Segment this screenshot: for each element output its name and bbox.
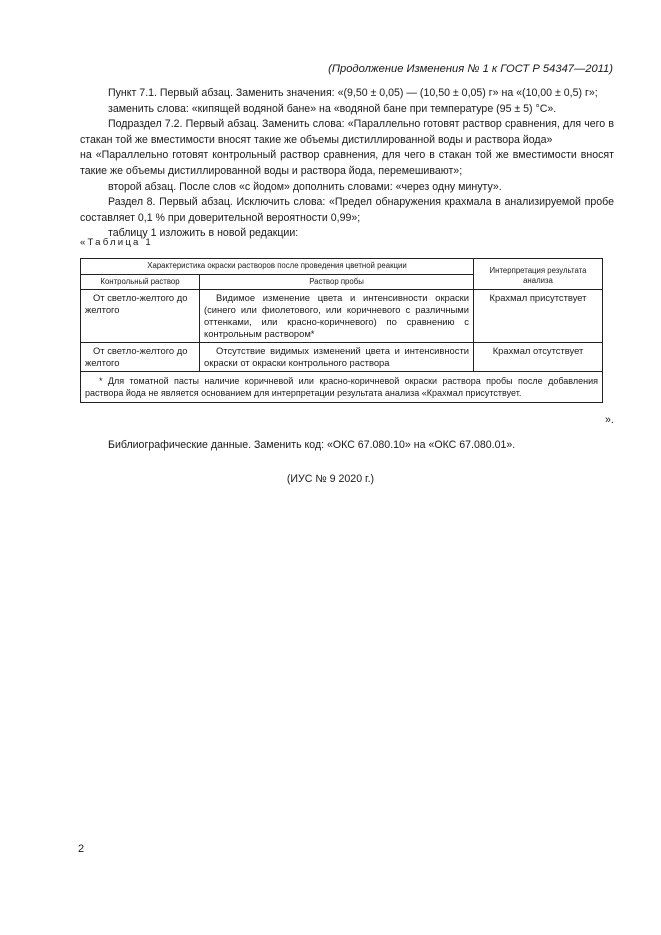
starch-table: [80, 258, 603, 403]
cell-sample: Отсутствие видимых изменений цвета и интенсивности окраски от окраски контрольного раствора: [200, 343, 474, 372]
header-sample-solution: Раствор пробы: [200, 274, 474, 290]
cell-control: От светло-желтого до желтого: [81, 343, 200, 372]
cell-result: Крахмал отсутствует: [474, 343, 603, 372]
page-header: (Продолжение Изменения № 1 к ГОСТ Р 54347—2011): [328, 63, 613, 75]
table-footnote-row: [81, 372, 603, 403]
paragraph: на «Параллельно готовят контрольный раствор сравнения, для чего в стакан той же вместимости вносят такие же объемы дистиллированной воды и раствора йода, перемешивают»;: [80, 149, 614, 177]
paragraph: Пункт 7.1. Первый абзац. Заменить значения: «(9,50 ± 0,05) — (10,50 ± 0,05) г» на «(10,00 ± 0,5) г»;: [108, 87, 598, 99]
paragraph: заменить слова: «кипящей водяной бане» на «водяной бане при температуре (95 ± 5) °С».: [108, 102, 557, 115]
table-row: [81, 290, 603, 343]
bibliographic-data: Библиографические данные. Заменить код: «ОКС 67.080.10» на «ОКС 67.080.01».: [108, 439, 516, 451]
table-footnote: * Для томатной пасты наличие коричневой или красно-коричневой окраски раствора пробы после добавления раствора йода не является основанием для интерпретации результата анализа «Крахмал присутствует.: [81, 372, 603, 403]
amendment-text: [80, 86, 614, 242]
paragraph: таблицу 1 изложить в новой редакции:: [108, 227, 299, 240]
header-control-solution: Контрольный раствор: [81, 274, 200, 290]
ius-reference: (ИУС № 9 2020 г.): [286, 473, 375, 485]
page-number: 2: [78, 843, 85, 855]
cell-sample: Видимое изменение цвета и интенсивности окраски (синего или фиолетового, или коричневого с различными оттенками, или красно-коричневого) по сравнению с контрольным раствором*: [200, 290, 474, 343]
table-header-row: [81, 259, 603, 275]
header-color-characteristics: Характеристика окраски растворов после проведения цветной реакции: [81, 259, 474, 275]
cell-result: Крахмал присутствует: [474, 290, 603, 343]
header-interpretation: Интерпретация результата анализа: [474, 259, 603, 290]
table-row: [81, 343, 603, 372]
paragraph: Подраздел 7.2. Первый абзац. Заменить слова: «Параллельно готовят раствор сравнения, для чего в стакан той же вместимости вносят такие же объемы дистиллированной воды и раствора йода»: [80, 118, 614, 146]
paragraph: второй абзац. После слов «с йодом» дополнить словами: «через одну минуту».: [108, 180, 502, 193]
cell-control: От светло-желтого до желтого: [81, 290, 200, 343]
table-caption: «Таблица 1: [80, 237, 153, 248]
table-closing-quote: ».: [605, 414, 614, 426]
paragraph: Раздел 8. Первый абзац. Исключить слова: «Предел обнаружения крахмала в анализируемой пробе составляет 0,1 % при доверительной вероятности 0,99»;: [80, 196, 614, 224]
